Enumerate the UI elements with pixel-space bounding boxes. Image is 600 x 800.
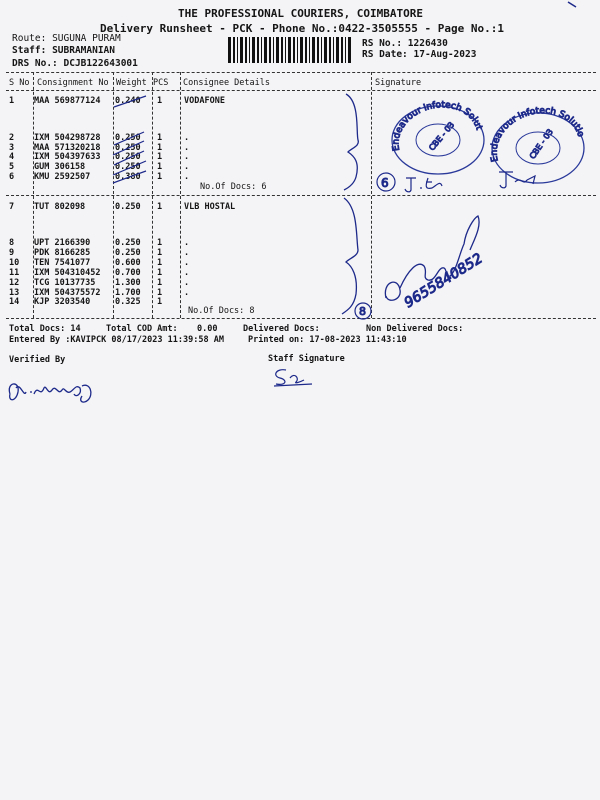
barcode-bar: [276, 37, 279, 63]
barcode-bar: [281, 37, 283, 63]
cell-sno: 3: [9, 143, 15, 153]
drs-value: DCJB122643001: [63, 58, 138, 69]
cell-consignment: TUT 802098: [34, 202, 86, 212]
corner-mark: [566, 0, 586, 10]
cell-dot: .: [184, 152, 190, 162]
handwritten-phone: [400, 246, 510, 326]
cell-consignment: KJP 3203540: [34, 297, 91, 307]
cell-pcs: 1: [157, 278, 163, 288]
cell-consignment: UPT 2166390: [34, 238, 91, 248]
col-header-consignment: Consignment No: [37, 78, 109, 88]
rs-date-field: [362, 49, 476, 60]
weight-strike-marks: [110, 93, 163, 185]
verifier-signature: [4, 372, 104, 408]
non-delivered-docs: Non Delivered Docs:: [366, 324, 464, 334]
cell-weight: 0.250: [115, 162, 141, 172]
consignee-name: VODAFONE: [184, 96, 225, 106]
cell-weight: 0.250: [115, 133, 141, 143]
cell-dot: .: [184, 162, 190, 172]
barcode-bar: [273, 37, 274, 63]
cell-pcs: 1: [157, 143, 163, 153]
cell-pcs: 1: [157, 202, 163, 212]
svg-text:6: 6: [381, 176, 389, 190]
barcode-bar: [264, 37, 267, 63]
barcode-bar: [341, 37, 343, 63]
cell-weight: 0.600: [115, 258, 141, 268]
cell-weight: 0.700: [115, 268, 141, 278]
total-cod: [106, 324, 178, 334]
cell-pcs: 1: [157, 258, 163, 268]
barcode-bar: [228, 37, 231, 63]
cell-consignment: IXM 504397633: [34, 152, 101, 162]
barcode-bar: [321, 37, 322, 63]
barcode-bar: [305, 37, 307, 63]
total-docs-label: Total Docs:: [9, 324, 66, 334]
cell-dot: .: [184, 248, 190, 258]
cell-pcs: 1: [157, 238, 163, 248]
cell-consignment: TCG 10137735: [34, 278, 96, 288]
staff-signature: [270, 366, 330, 388]
cell-sno: 11: [9, 268, 20, 278]
cell-pcs: 1: [157, 248, 163, 258]
cell-sno: 5: [9, 162, 15, 172]
barcode-bar: [293, 37, 295, 63]
drs-field: [12, 58, 138, 69]
rs-no-value: 1226430: [407, 38, 448, 49]
group-rule: [6, 195, 596, 196]
col-header-sno: S No: [9, 78, 30, 88]
barcode-bar: [317, 37, 319, 63]
cell-sno: 6: [9, 172, 15, 182]
barcode-bar: [329, 37, 331, 63]
cell-dot: .: [184, 172, 190, 182]
route-label: Route:: [12, 33, 47, 44]
cell-sno: 9: [9, 248, 15, 258]
staff-value: SUBRAMANIAN: [52, 45, 115, 56]
route-field: [12, 33, 121, 44]
cell-weight: 1.300: [115, 278, 141, 288]
svg-text:8: 8: [359, 305, 366, 318]
cell-weight: 0.250: [115, 238, 141, 248]
cell-weight: 0.250: [115, 152, 141, 162]
rs-no-label: RS No.:: [362, 38, 403, 49]
cell-pcs: 1: [157, 152, 163, 162]
circled-number-8: [350, 300, 378, 322]
cell-sno: 1: [9, 96, 15, 106]
staff-signature-label: Staff Signature: [268, 354, 345, 364]
barcode-bar: [269, 37, 271, 63]
total-cod-value: 0.00: [197, 324, 218, 334]
cell-consignment: IXM 504298728: [34, 133, 101, 143]
total-docs: [9, 324, 81, 334]
drs-label: DRS No.:: [12, 58, 58, 69]
cell-sno: 12: [9, 278, 20, 288]
table-row: [0, 202, 600, 213]
docs-count: No.Of Docs: 8: [188, 306, 255, 316]
cell-weight: 1.700: [115, 288, 141, 298]
staff-label: Staff:: [12, 45, 47, 56]
barcode-bar: [324, 37, 327, 63]
barcode-bar: [249, 37, 250, 63]
cell-pcs: 1: [157, 172, 163, 182]
receiver-signature: [495, 168, 545, 190]
barcode-bar: [333, 37, 334, 63]
cell-weight: 0.250: [115, 143, 141, 153]
cell-consignment: PDK 8166285: [34, 248, 91, 258]
barcode-bar: [309, 37, 310, 63]
cell-dot: .: [184, 268, 190, 278]
cell-weight: 0.325: [115, 297, 141, 307]
cell-dot: .: [184, 238, 190, 248]
cell-consignment: IXM 504375572: [34, 288, 101, 298]
rs-date-label: RS Date:: [362, 49, 408, 60]
svg-text:9655840852: 9655840852: [401, 250, 486, 312]
cell-dot: .: [184, 288, 190, 298]
cell-dot: .: [184, 258, 190, 268]
runsheet-title: Delivery Runsheet - PCK - Phone No.:0422-3505555 - Page No.:1: [100, 22, 504, 35]
barcode-bar: [285, 37, 286, 63]
barcode-bar: [345, 37, 346, 63]
cell-pcs: 1: [157, 288, 163, 298]
cell-consignment: MAA 571320218: [34, 143, 101, 153]
staff-field: [12, 45, 115, 56]
barcode-bar: [336, 37, 339, 63]
total-docs-value: 14: [70, 324, 81, 334]
rs-date-value: 17-Aug-2023: [413, 49, 477, 60]
col-header-pcs: PCS: [153, 78, 169, 88]
cell-consignment: IXM 504310452: [34, 268, 101, 278]
cell-pcs: 1: [157, 297, 163, 307]
total-cod-label: Total COD Amt:: [106, 324, 178, 334]
barcode-bar: [261, 37, 262, 63]
cell-weight: 0.380: [115, 172, 141, 182]
table-row: [0, 297, 600, 308]
company-stamp: [384, 96, 496, 176]
header-rule: [6, 90, 596, 91]
col-header-consignee: Consignee Details: [183, 78, 270, 88]
svg-text:Endeavour Infotech Solution: Endeavour Infotech Solution: [391, 100, 484, 152]
cell-sno: 4: [9, 152, 15, 162]
barcode-bar: [288, 37, 291, 63]
col-header-signature: Signature: [375, 78, 422, 88]
table-top-rule: [6, 72, 596, 73]
docs-count: No.Of Docs: 6: [200, 182, 267, 192]
brace-mark: [338, 92, 368, 192]
cell-pcs: 1: [157, 162, 163, 172]
company-title: THE PROFESSIONAL COURIERS, COIMBATORE: [178, 7, 424, 20]
barcode-bar: [240, 37, 243, 63]
cell-sno: 10: [9, 258, 20, 268]
cell-pcs: 1: [157, 96, 163, 106]
cell-weight: 0.240: [115, 96, 141, 106]
barcode-bar: [237, 37, 238, 63]
barcode-bar: [245, 37, 247, 63]
barcode-bar: [312, 37, 315, 63]
printed-on: Printed on: 17-08-2023 11:43:10: [248, 335, 407, 345]
barcode-bar: [257, 37, 259, 63]
rs-no-field: [362, 38, 448, 49]
cell-weight: 0.250: [115, 202, 141, 212]
delivered-docs: Delivered Docs:: [243, 324, 320, 334]
receiver-signature: [402, 172, 462, 194]
barcode: [228, 37, 353, 63]
cell-consignment: TEN 7541077: [34, 258, 91, 268]
svg-text:Endeavour Infotech Solution: Endeavour Infotech Solution: [489, 106, 586, 163]
cell-dot: .: [184, 143, 190, 153]
cell-sno: 7: [9, 202, 15, 212]
cell-sno: 14: [9, 297, 20, 307]
barcode-bar: [233, 37, 235, 63]
cell-sno: 8: [9, 238, 15, 248]
barcode-bar: [348, 37, 351, 63]
cell-weight: 0.250: [115, 248, 141, 258]
barcode-bar: [300, 37, 303, 63]
cell-pcs: 1: [157, 133, 163, 143]
consignee-name: VLB HOSTAL: [184, 202, 236, 212]
col-header-weight: Weight: [116, 78, 147, 88]
cell-sno: 2: [9, 133, 15, 143]
cell-dot: .: [184, 133, 190, 143]
svg-text:CBE - 03: CBE - 03: [527, 127, 555, 161]
cell-pcs: 1: [157, 268, 163, 278]
cell-sno: 13: [9, 288, 20, 298]
route-value: SUGUNA PURAM: [52, 33, 121, 44]
cell-consignment: GUM 306158: [34, 162, 86, 172]
barcode-bar: [252, 37, 255, 63]
cell-consignment: MAA 569877124: [34, 96, 101, 106]
svg-text:CBE - 03: CBE - 03: [427, 120, 457, 153]
cell-consignment: KMU 2592507: [34, 172, 91, 182]
entered-by: Entered By :KAVIPCK 08/17/2023 11:39:58 AM: [9, 335, 224, 345]
cell-dot: .: [184, 278, 190, 288]
verified-by-label: Verified By: [9, 355, 66, 365]
barcode-bar: [297, 37, 298, 63]
brace-mark: [338, 196, 368, 316]
